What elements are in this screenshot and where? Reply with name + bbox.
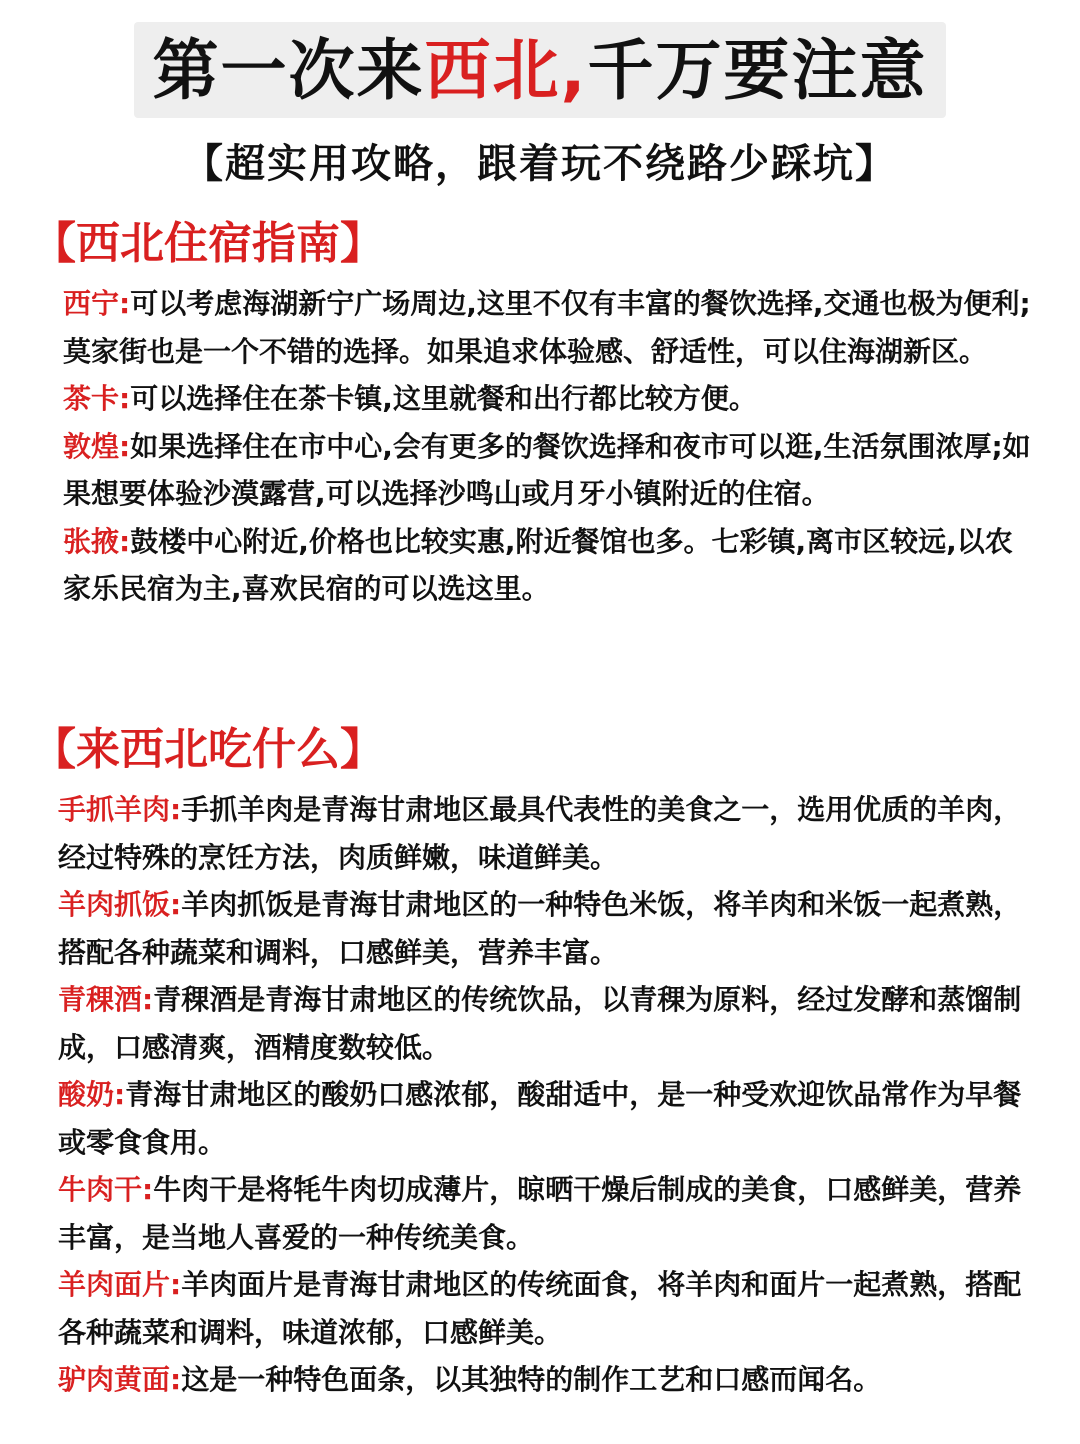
title-accent: 西北, (424, 32, 588, 109)
accommodation-heading: 【西北住宿指南】 (32, 218, 384, 269)
entry-text: 牛肉干是将牦牛肉切成薄片，晾晒干燥后制成的美食，口感鲜美，营养丰富，是当地人喜爱的一种传统美食。 (58, 1173, 1022, 1254)
entry-text: 手抓羊肉是青海甘肃地区最具代表性的美食之一，选用优质的羊肉，经过特殊的烹饪方法，肉质鲜嫩，味道鲜美。 (58, 793, 1022, 874)
entry-label: 酸奶: (58, 1078, 126, 1111)
accommodation-entry-zhangye (63, 518, 1038, 613)
food-entry-barley-wine (58, 976, 1034, 1071)
page-title (152, 28, 927, 114)
entry-label: 青稞酒: (58, 983, 154, 1016)
accommodation-entry-dunhuang (63, 423, 1038, 518)
accommodation-entry-chaka (63, 375, 1038, 423)
food-entry-donkey-meat-noodles (58, 1356, 1034, 1404)
food-section (0, 720, 1080, 1404)
entry-label: 驴肉黄面: (58, 1363, 182, 1396)
title-part-2: 千万要注意 (587, 32, 928, 109)
food-entry-hand-grabbed-mutton (58, 786, 1034, 881)
food-entry-mutton-noodle-slices (58, 1261, 1034, 1356)
entry-text: 羊肉抓饭是青海甘肃地区的一种特色米饭，将羊肉和米饭一起煮熟，搭配各种蔬菜和调料，口感鲜美，营养丰富。 (58, 888, 1022, 969)
entry-label: 羊肉抓饭: (58, 888, 182, 921)
entry-text: 如果选择住在市中心,会有更多的餐饮选择和夜市可以逛,生活氛围浓厚;如果想要体验沙漠露营,可以选择沙鸣山或月牙小镇附近的住宿。 (63, 429, 1031, 510)
entry-text: 青稞酒是青海甘肃地区的传统饮品，以青稞为原料，经过发酵和蒸馏制成，口感清爽，酒精度数较低。 (58, 983, 1022, 1064)
food-entry-yogurt (58, 1071, 1034, 1166)
entry-text: 可以考虑海湖新宁广场周边,这里不仅有丰富的餐饮选择,交通也极为便利;莫家街也是一个不错的选择。如果追求体验感、舒适性，可以住海湖新区。 (63, 287, 1031, 368)
entry-label: 手抓羊肉: (58, 793, 182, 826)
food-list (0, 786, 1080, 1404)
entry-text: 羊肉面片是青海甘肃地区的传统面食，将羊肉和面片一起煮熟，搭配各种蔬菜和调料，味道浓郁，口感鲜美。 (58, 1268, 1022, 1349)
entry-label: 牛肉干: (58, 1173, 154, 1206)
food-entry-mutton-pilaf (58, 881, 1034, 976)
food-heading: 【来西北吃什么】 (32, 724, 384, 775)
accommodation-section (0, 214, 1080, 613)
accommodation-list (0, 280, 1080, 613)
accommodation-entry-xining (63, 280, 1038, 375)
page-subtitle: 【超实用攻略，跟着玩不绕路少踩坑】 (183, 141, 897, 187)
entry-label: 西宁: (63, 287, 131, 320)
entry-label: 茶卡: (63, 382, 131, 415)
entry-text: 青海甘肃地区的酸奶口感浓郁，酸甜适中，是一种受欢迎饮品常作为早餐或零食食用。 (58, 1078, 1022, 1159)
title-part-1: 第一次来 (152, 32, 425, 109)
entry-text: 鼓楼中心附近,价格也比较实惠,附近餐馆也多。七彩镇,离市区较远,以农家乐民宿为主,喜欢民宿的可以选这里。 (63, 524, 1013, 605)
entry-label: 张掖: (63, 524, 131, 558)
title-area (0, 22, 1080, 118)
entry-text: 可以选择住在茶卡镇,这里就餐和出行都比较方便。 (130, 382, 757, 415)
food-entry-beef-jerky (58, 1166, 1034, 1261)
entry-label: 敦煌: (63, 429, 131, 463)
entry-label: 羊肉面片: (58, 1268, 182, 1301)
entry-text: 这是一种特色面条，以其独特的制作工艺和口感而闻名。 (181, 1363, 882, 1396)
title-highlight-band (134, 22, 945, 118)
